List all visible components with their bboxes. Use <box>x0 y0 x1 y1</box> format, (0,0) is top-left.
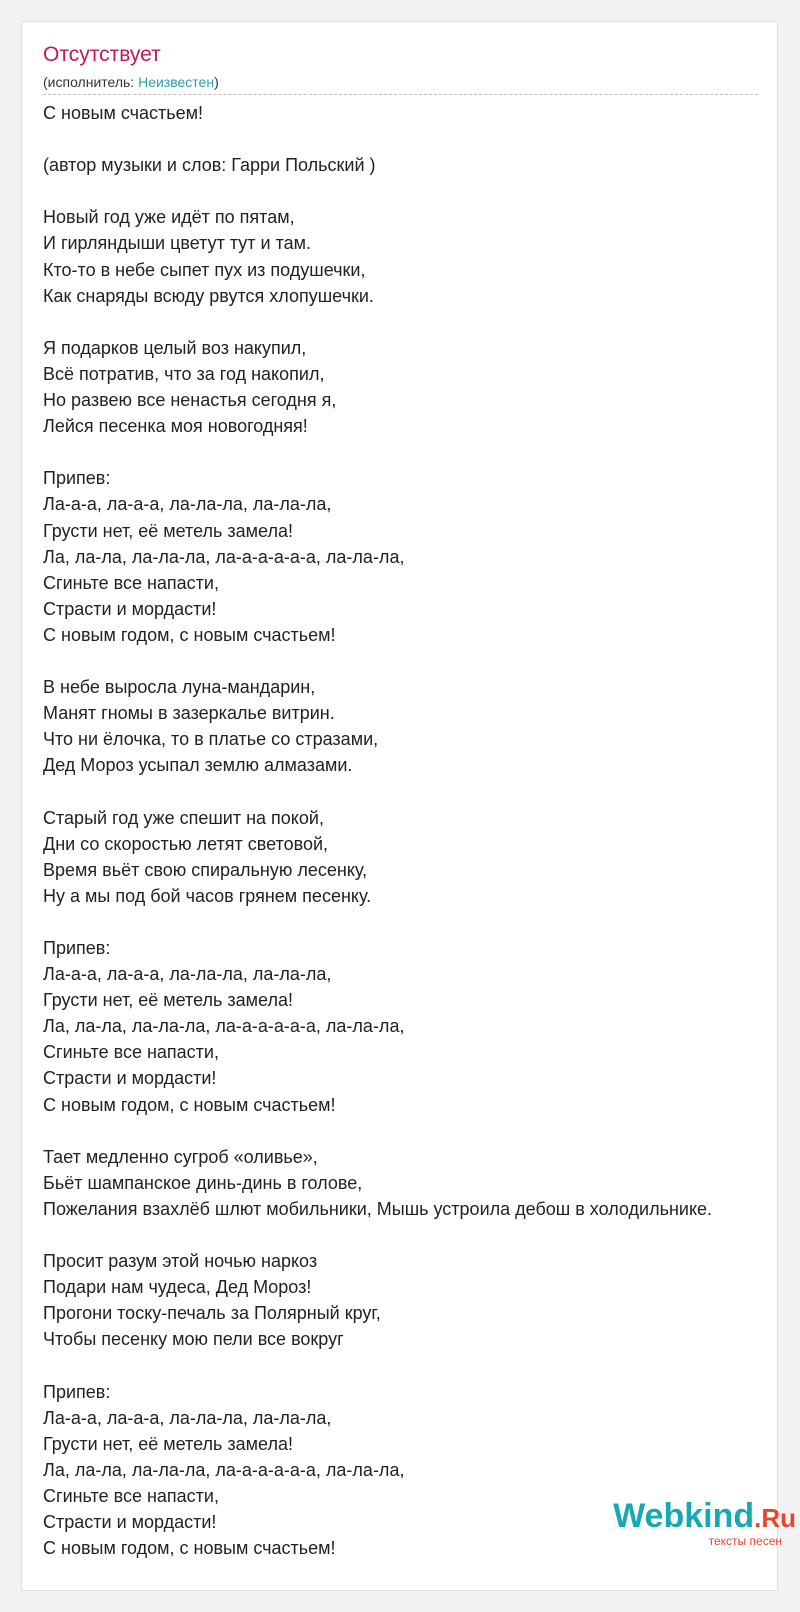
lyrics-line: Припев: <box>43 938 111 958</box>
logo-wordmark <box>613 1496 796 1538</box>
lyrics-line: Ла, ла-ла, ла-ла-ла, ла-а-а-а-а-а, ла-ла-ла, <box>43 546 405 567</box>
lyrics-line: В небе выросла луна-мандарин, <box>43 677 316 698</box>
lyrics-body <box>43 100 778 1561</box>
lyrics-line: Ну а мы под бой часов грянем песенку. <box>43 885 372 906</box>
lyrics-blank-line <box>43 1118 778 1144</box>
title-divider <box>43 94 758 95</box>
lyrics-line: С новым счастьем! <box>43 103 204 123</box>
lyrics-line: Ла-а-а, ла-а-а, ла-ла-ла, ла-ла-ла, <box>43 964 332 985</box>
lyrics-line: Тает медленно сугроб «оливье», <box>43 1146 318 1167</box>
logo-tagline: тексты песен <box>708 1534 782 1548</box>
lyrics-line: Дни со скоростью летят световой, <box>43 833 329 854</box>
lyrics-line: Страсти и мордасти! <box>43 1068 217 1089</box>
lyrics-line: Но развею все ненастья сегодня я, <box>43 390 337 411</box>
lyrics-blank-line <box>43 439 778 465</box>
artist-prefix: (исполнитель: <box>43 74 139 90</box>
lyrics-line: Как снаряды всюду рвутся хлопушечки. <box>43 285 374 306</box>
lyrics-line: С новым годом, с новым счастьем! <box>43 1538 336 1559</box>
site-logo[interactable] <box>596 1496 796 1556</box>
lyrics-line: Ла, ла-ла, ла-ла-ла, ла-а-а-а-а-а, ла-ла-ла, <box>43 1459 405 1480</box>
lyrics-line: Грусти нет, её метель замела! <box>43 990 293 1011</box>
lyrics-line: (автор музыки и слов: Гарри Польский ) <box>43 155 376 176</box>
lyrics-line: Пожелания взахлёб шлют мобильники, Мышь устроила дебош в холодильнике. <box>43 1198 713 1219</box>
lyrics-blank-line <box>43 1222 778 1248</box>
lyrics-line: Ла-а-а, ла-а-а, ла-ла-ла, ла-ла-ла, <box>43 494 332 515</box>
lyrics-blank-line <box>43 178 778 204</box>
lyrics-blank-line <box>43 909 778 935</box>
lyrics-line: С новым годом, с новым счастьем! <box>43 1094 336 1115</box>
lyrics-line: Дед Мороз усыпал землю алмазами. <box>43 755 353 776</box>
lyrics-line: Страсти и мордасти! <box>43 598 217 619</box>
lyrics-line: Грусти нет, её метель замела! <box>43 1433 293 1454</box>
logo-tld: .Ru <box>754 1503 796 1533</box>
lyrics-blank-line <box>43 648 778 674</box>
lyrics-line: С новым годом, с новым счастьем! <box>43 624 336 645</box>
artist-link[interactable]: Неизвестен <box>138 74 215 90</box>
lyrics-line: Всё потратив, что за год накопил, <box>43 363 325 384</box>
lyrics-line: Время вьёт свою спиральную лесенку, <box>43 859 368 880</box>
artist-suffix: ) <box>214 74 219 90</box>
artist-line <box>43 73 219 91</box>
lyrics-blank-line <box>43 309 778 335</box>
lyrics-line: Сгиньте все напасти, <box>43 1042 219 1063</box>
lyrics-line: Прогони тоску-печаль за Полярный круг, <box>43 1303 381 1324</box>
lyrics-blank-line <box>43 778 778 804</box>
lyrics-line: Страсти и мордасти! <box>43 1512 217 1533</box>
lyrics-page <box>21 21 778 1591</box>
lyrics-line: Бьёт шампанское динь-динь в голове, <box>43 1172 363 1193</box>
lyrics-line: Ла-а-а, ла-а-а, ла-ла-ла, ла-ла-ла, <box>43 1407 332 1428</box>
lyrics-line: Лейся песенка моя новогодняя! <box>43 416 308 437</box>
lyrics-line: Припев: <box>43 1381 111 1402</box>
lyrics-line: Подари нам чудеса, Дед Мороз! <box>43 1277 312 1298</box>
lyrics-line: Что ни ёлочка, то в платье со стразами, <box>43 729 379 750</box>
lyrics-line: Чтобы песенку мою пели все вокруг <box>43 1329 344 1350</box>
lyrics-line: Просит разум этой ночью наркоз <box>43 1251 318 1272</box>
lyrics-line: Старый год уже спешит на покой, <box>43 807 324 828</box>
lyrics-line: Манят гномы в зазеркалье витрин. <box>43 703 335 724</box>
lyrics-line: Ла, ла-ла, ла-ла-ла, ла-а-а-а-а-а, ла-ла-ла, <box>43 1016 405 1037</box>
song-title: Отсутствует <box>43 43 161 66</box>
lyrics-line: И гирляндыши цветут тут и там. <box>43 233 312 254</box>
lyrics-line: Сгиньте все напасти, <box>43 1485 219 1506</box>
lyrics-line: Кто-то в небе сыпет пух из подушечки, <box>43 259 366 280</box>
lyrics-line: Новый год уже идёт по пятам, <box>43 207 295 228</box>
lyrics-line: Сгиньте все напасти, <box>43 572 219 593</box>
logo-main-text: Webkind <box>613 1497 755 1535</box>
lyrics-line: Припев: <box>43 468 111 489</box>
lyrics-line: Я подарков целый воз накупил, <box>43 337 307 358</box>
lyrics-line: Грусти нет, её метель замела! <box>43 520 293 541</box>
lyrics-blank-line <box>43 126 778 152</box>
lyrics-blank-line <box>43 1353 778 1379</box>
